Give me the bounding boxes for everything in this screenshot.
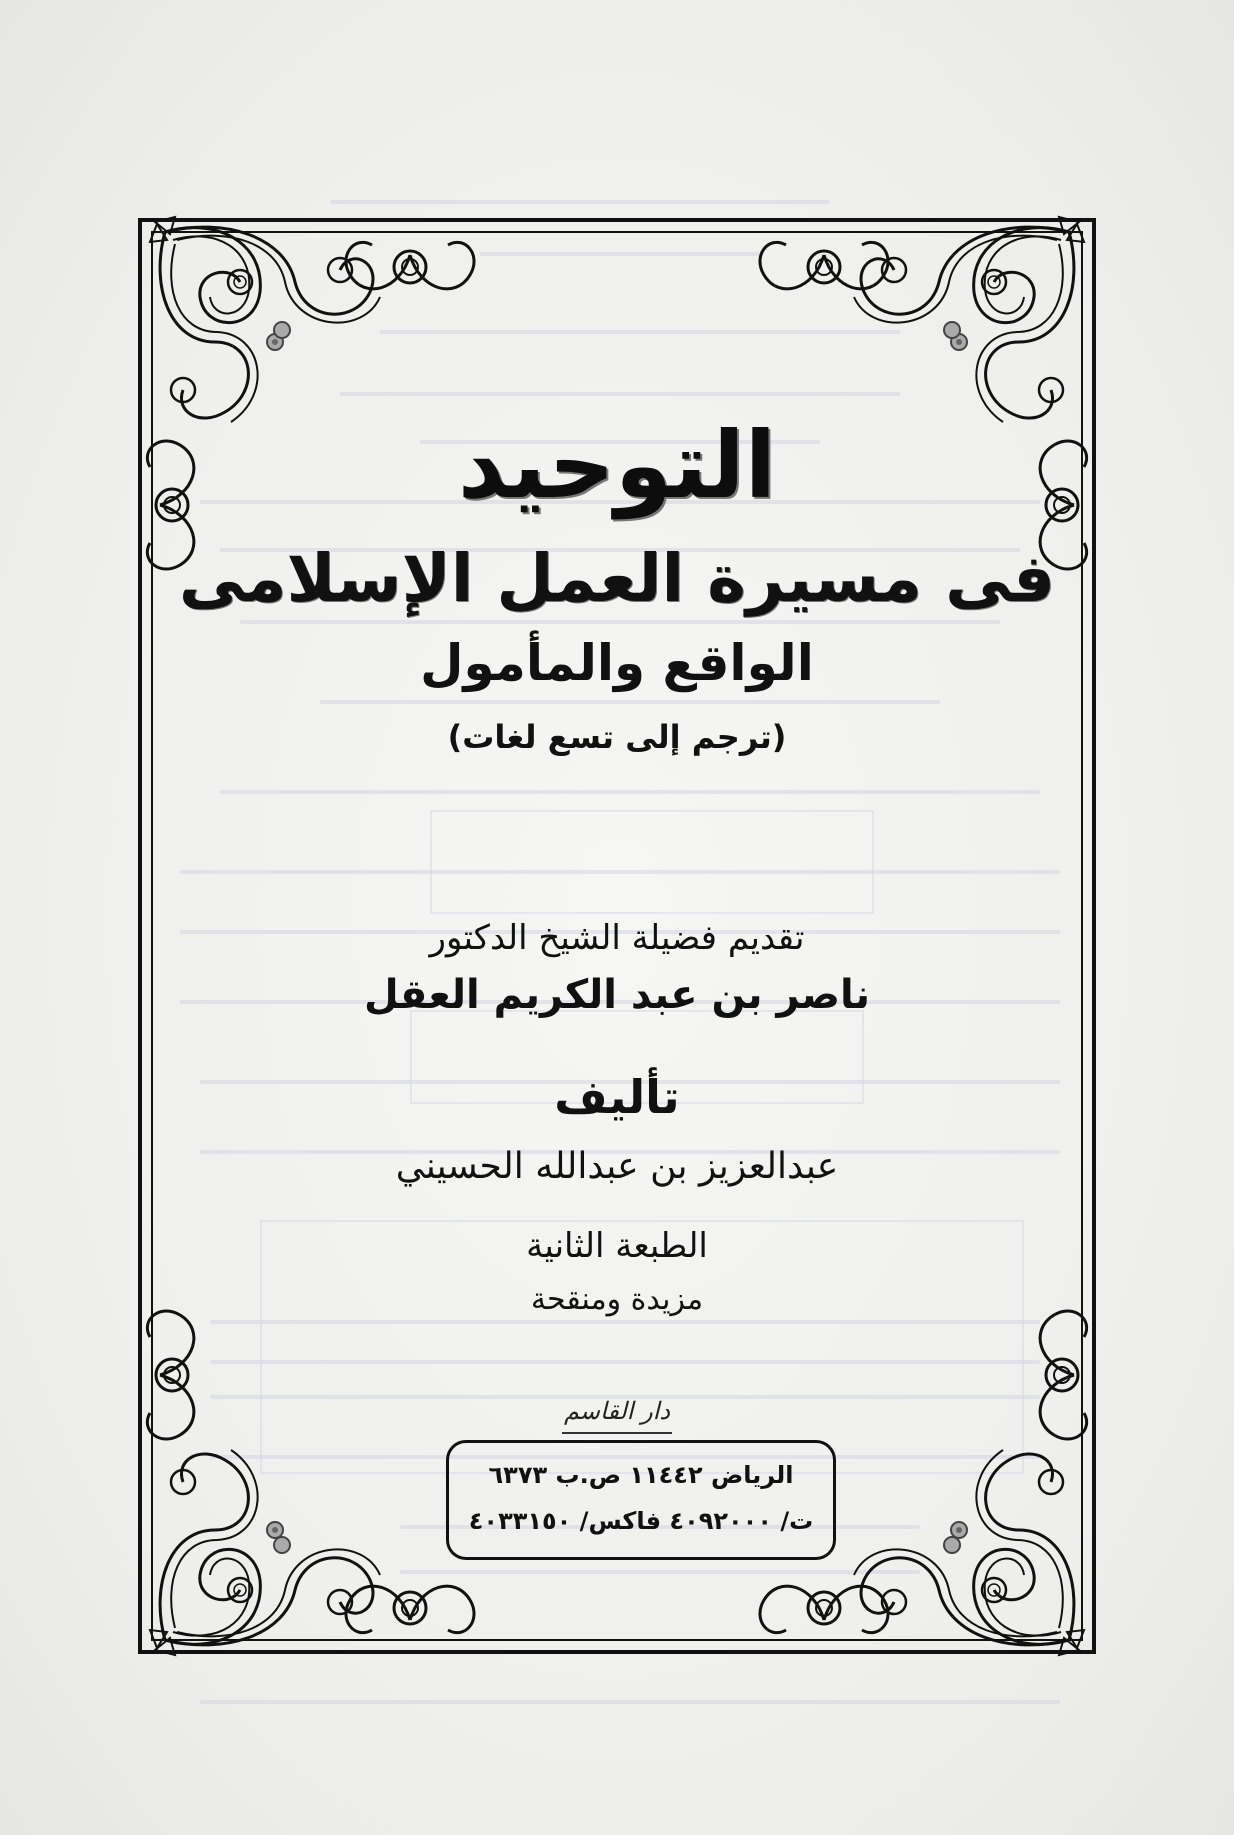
author-name: عبدالعزيز بن عبدالله الحسيني	[395, 1146, 839, 1187]
edition-block	[160, 1226, 1074, 1317]
address-line-2: ت/ ٤٠٩٢٠٠٠ فاكس/ ٤٠٣٣١٥٠	[468, 1507, 814, 1535]
foreword-block	[160, 918, 1074, 1018]
book-subtitle-2: الواقع والمأمول	[420, 634, 814, 692]
edition-note: مزيدة ومنقحة	[530, 1282, 704, 1317]
author-label: تأليف	[554, 1070, 680, 1124]
address-line-1: الرياض ١١٤٤٢ ص.ب ٦٣٧٣	[488, 1461, 794, 1489]
publisher-logo-underline	[562, 1432, 672, 1434]
translation-note: (ترجم إلى تسع لغات)	[447, 718, 787, 756]
publisher-address-box	[446, 1440, 836, 1560]
publisher-logo: دار القاسم	[563, 1397, 671, 1425]
title-block	[160, 412, 1074, 756]
author-block	[160, 1070, 1074, 1187]
book-title: التوحيد	[457, 412, 777, 519]
foreword-label: تقديم فضيلة الشيخ الدكتور	[429, 918, 805, 958]
book-subtitle: فى مسيرة العمل الإسلامى	[178, 540, 1056, 617]
foreword-name: ناصر بن عبد الكريم العقل	[363, 972, 871, 1018]
edition: الطبعة الثانية	[526, 1226, 708, 1266]
